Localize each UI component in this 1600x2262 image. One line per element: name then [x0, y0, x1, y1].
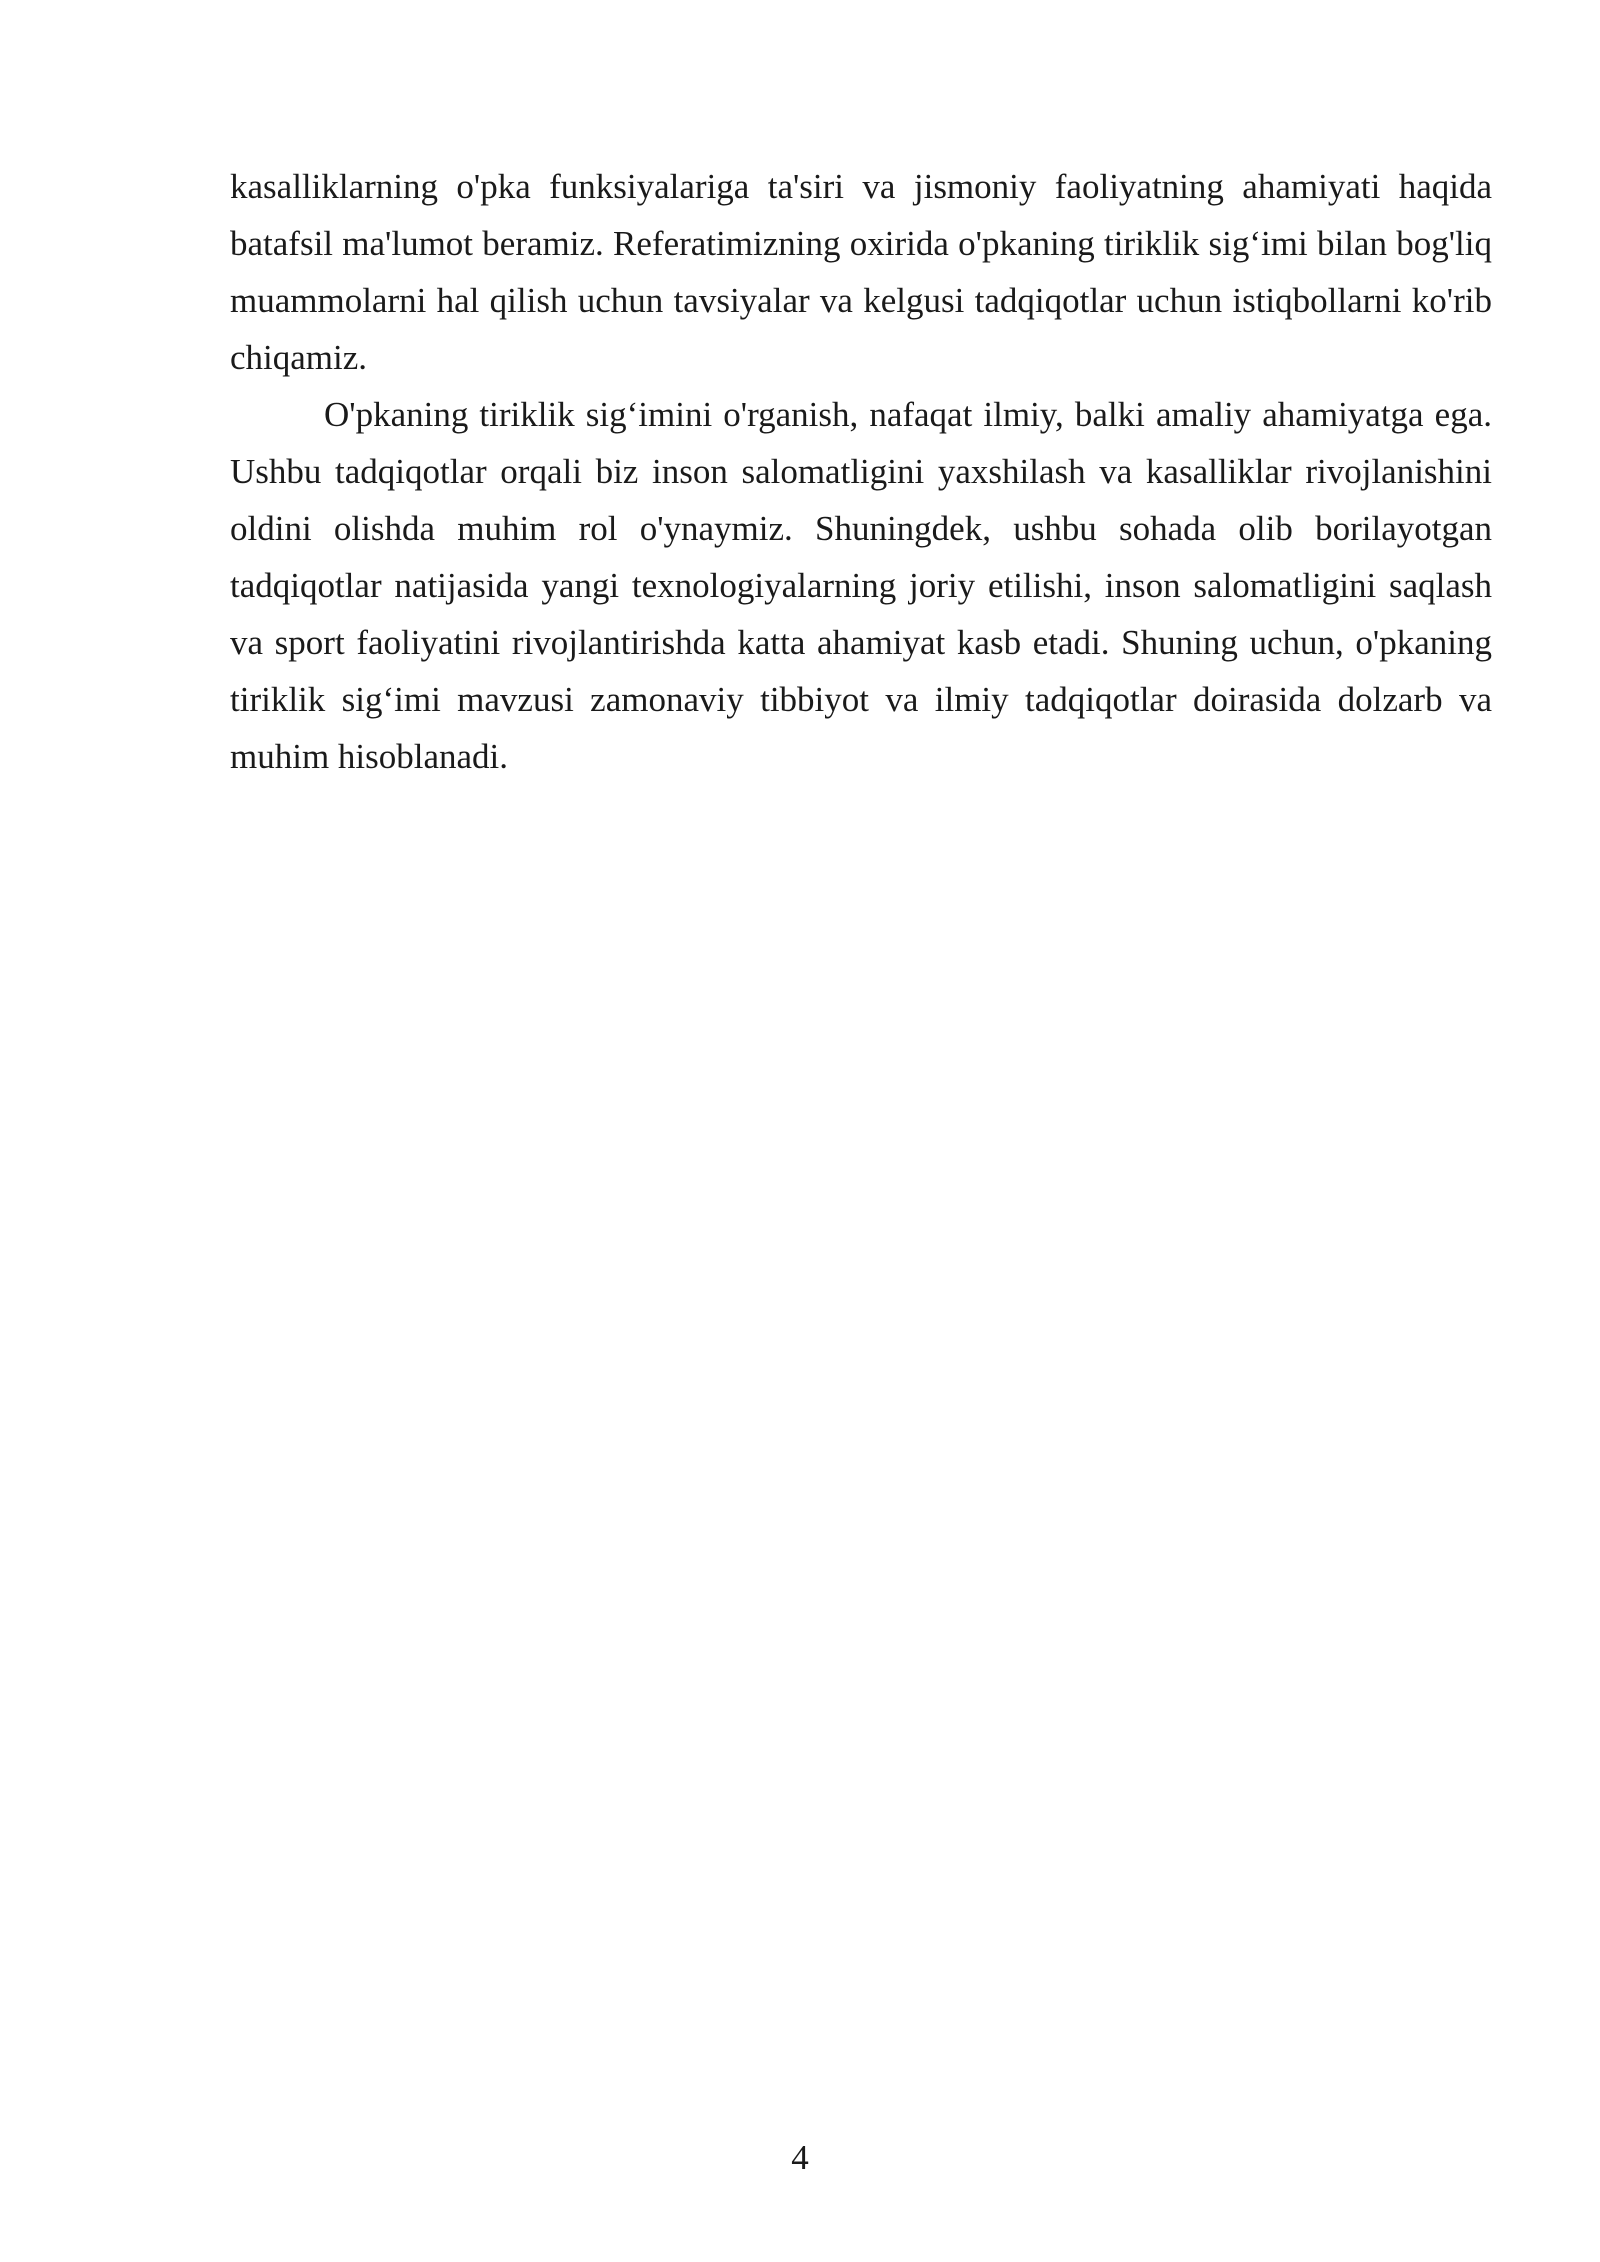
paragraph-continuation: kasalliklarning o'pka funksiyalariga ta'siri va jismoniy faoliyatning ahamiyati haqida batafsil ma'lumot beramiz. Referatimizning oxirida o'pkaning tiriklik sig‘imi bilan bog'liq muammolarni hal qilish uchun tavsiyalar va kelgusi tadqiqotlar uchun istiqbollarni ko'rib chiqamiz.: [230, 167, 1492, 377]
body-text: [230, 158, 1492, 785]
paragraph-significance: O'pkaning tiriklik sig‘imini o'rganish, nafaqat ilmiy, balki amaliy ahamiyatga ega. Ushbu tadqiqotlar orqali biz inson salomatligini yaxshilash va kasalliklar rivojlanishini oldini olishda muhim rol o'ynaymiz. Shuningdek, ushbu sohada olib borilayotgan tadqiqotlar natijasida yangi texnologiyalarning joriy etilishi, inson salomatligini saqlash va sport faoliyatini rivojlantirishda katta ahamiyat kasb etadi. Shuning uchun, o'pkaning tiriklik sig‘imi mavzusi zamonaviy tibbiyot va ilmiy tadqiqotlar doirasida dolzarb va muhim hisoblanadi.: [230, 395, 1492, 776]
page-number: 4: [791, 2138, 809, 2177]
